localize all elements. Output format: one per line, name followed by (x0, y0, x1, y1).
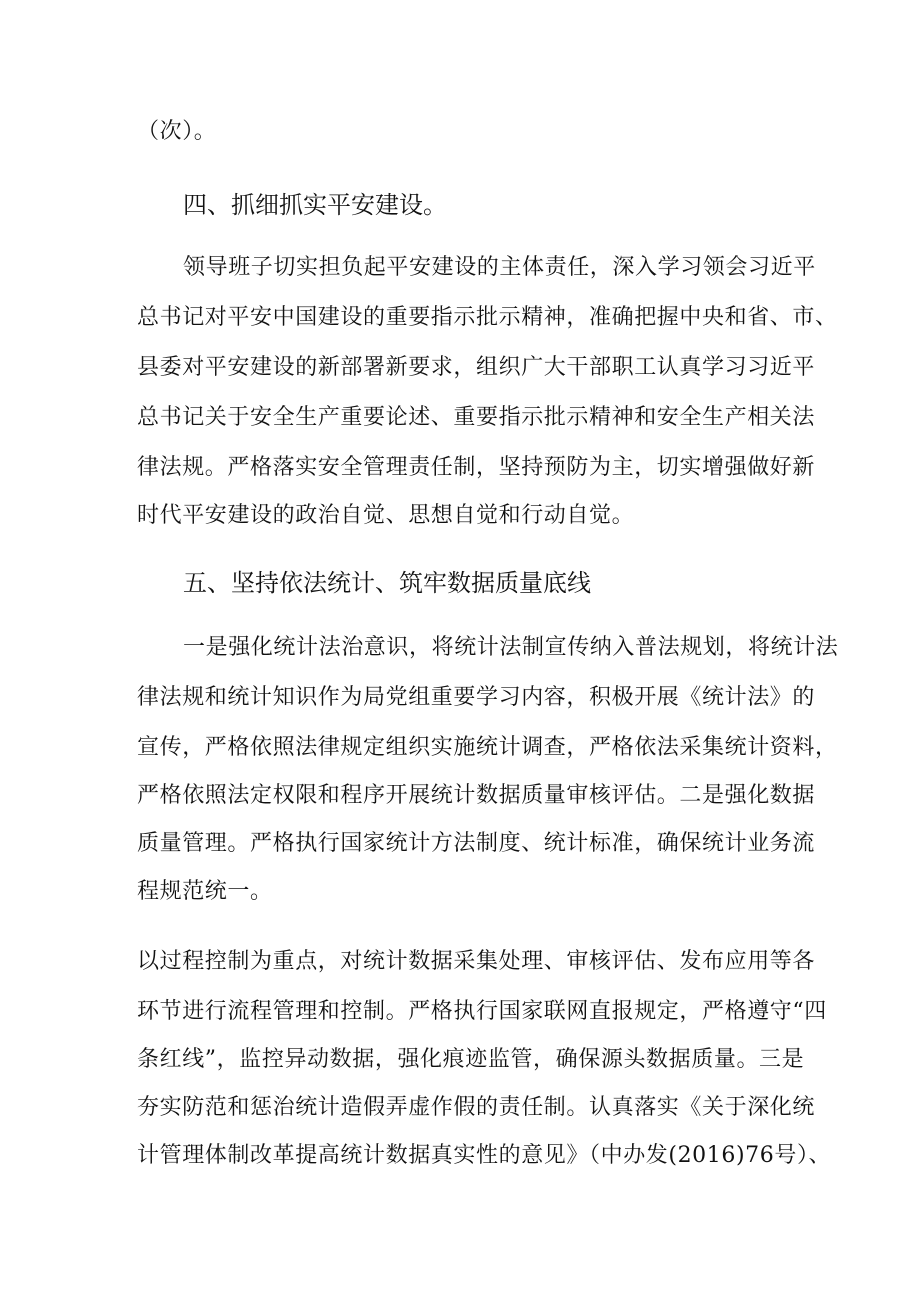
paragraph-line: 严格依照法定权限和程序开展统计数据质量审核评估。二是强化数据 (137, 783, 816, 808)
paragraph-line: 夯实防范和惩治统计造假弄虚作假的责任制。认真落实《关于深化统 (137, 1095, 816, 1120)
paragraph-line: 县委对平安建设的新部署新要求，组织广大干部职工认真学习习近平 (137, 355, 816, 380)
section-heading-5: 五、坚持依法统计、筑牢数据质量底线 (183, 569, 591, 597)
paragraph-line: 律法规。严格落实安全管理责任制，坚持预防为主，切实增强做好新 (137, 455, 816, 480)
paragraph-line: 环节进行流程管理和控制。严格执行国家联网直报规定，严格遵守“四 (137, 999, 827, 1024)
paragraph-line: 质量管理。严格执行国家统计方法制度、统计标准，确保统计业务流 (137, 831, 816, 856)
paragraph-line: 一是强化统计法治意识，将统计法制宣传纳入普法规划，将统计法 (183, 635, 839, 660)
paragraph-line: 总书记对平安中国建设的重要指示批示精神，准确把握中央和省、市、 (137, 305, 838, 330)
section-heading-4: 四、抓细抓实平安建设。 (183, 191, 447, 219)
paragraph-line: 时代平安建设的政治自觉、思想自觉和行动自觉。 (137, 503, 635, 528)
paragraph-line: 计管理体制改革提高统计数据真实性的意见》（中办发(2016)76号）、 (137, 1143, 832, 1168)
paragraph-line: 宣传，严格依照法律规定组织实施统计调查，严格依法采集统计资料， (137, 735, 838, 760)
paragraph-line: 以过程控制为重点，对统计数据采集处理、审核评估、发布应用等各 (137, 949, 816, 974)
paragraph-line: 程规范统一。 (137, 879, 273, 904)
paragraph-fragment: （次）。 (137, 119, 217, 144)
paragraph-line: 条红线”，监控异动数据，强化痕迹监管，确保源头数据质量。三是 (137, 1047, 805, 1072)
paragraph-line: 总书记关于安全生产重要论述、重要指示批示精神和安全生产相关法 (137, 405, 816, 430)
paragraph-line: 领导班子切实担负起平安建设的主体责任，深入学习领会习近平 (183, 255, 816, 280)
paragraph-line: 律法规和统计知识作为局党组重要学习内容，积极开展《统计法》的 (137, 685, 816, 710)
